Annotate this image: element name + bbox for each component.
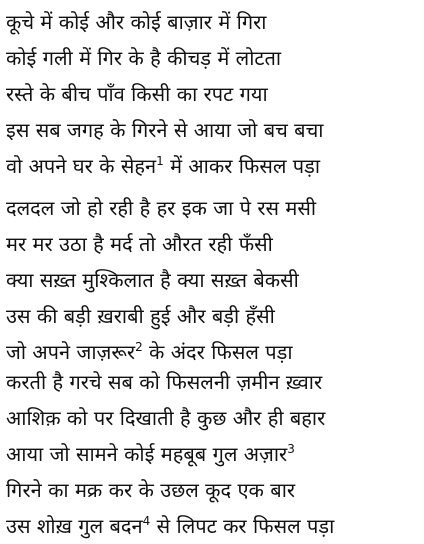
footnote-marker: 3 <box>287 442 295 456</box>
verse-line <box>6 472 418 508</box>
verse-text: इस सब जगह के गिरने से आया जो बच बचा <box>6 118 324 142</box>
verse-line <box>6 4 418 40</box>
verse-text: करती है गरचे सब को फिसलनी ज़मीन ख़्वार <box>6 370 323 394</box>
stanza-1 <box>6 4 418 184</box>
footnote-marker: 4 <box>142 514 151 528</box>
verse-text: उस की बड़ी ख़राबी हुई और बड़ी हँसी <box>6 304 275 328</box>
footnote-marker: 1 <box>156 154 164 168</box>
verse-line <box>6 40 418 76</box>
stanza-3 <box>6 364 418 544</box>
verse-text-continued: से लिपट कर फिसल पड़ा <box>150 514 335 538</box>
verse-text: दलदल जो हो रही है हर इक जा पे रस मसी <box>6 196 317 220</box>
verse-line <box>6 148 418 184</box>
verse-text: मर मर उठा है मर्द तो औरत रही फँसी <box>6 232 273 256</box>
verse-text: क्या सख़्त मुश्किलात है क्या सख़्त बेकसी <box>6 268 299 292</box>
verse-text: गिरने का मक्र कर के उछल कूद एक बार <box>6 478 296 502</box>
verse-text: वो अपने घर के सेहन <box>6 154 157 178</box>
verse-text: उस शोख़ गुल बदन <box>6 514 143 538</box>
verse-text: रस्ते के बीच पाँव किसी का रपट गया <box>6 82 268 106</box>
verse-text: आशिक़ को पर दिखाती है कुछ और ही बहार <box>6 406 326 430</box>
verse-text: आया जो सामने कोई महबूब गुल अज़ार <box>6 442 288 466</box>
verse-line <box>6 298 418 334</box>
stanza-2 <box>6 190 418 370</box>
verse-text: कूचे में कोई और कोई बाज़ार में गिरा <box>6 10 267 34</box>
verse-text-continued: में आकर फिसल पड़ा <box>163 154 321 178</box>
verse-line <box>6 364 418 400</box>
verse-text-continued: के अंदर फिसल पड़ा <box>142 340 293 364</box>
verse-line <box>6 262 418 298</box>
footnote-marker: 2 <box>135 340 143 354</box>
verse-line <box>6 226 418 262</box>
verse-line <box>6 400 418 436</box>
verse-line <box>6 76 418 112</box>
verse-line <box>6 508 418 544</box>
verse-text: जो अपने जाज़रूर <box>6 340 136 364</box>
verse-text: कोई गली में गिर के है कीचड़ में लोटता <box>6 46 282 70</box>
verse-line <box>6 436 418 472</box>
verse-line <box>6 112 418 148</box>
verse-line <box>6 190 418 226</box>
